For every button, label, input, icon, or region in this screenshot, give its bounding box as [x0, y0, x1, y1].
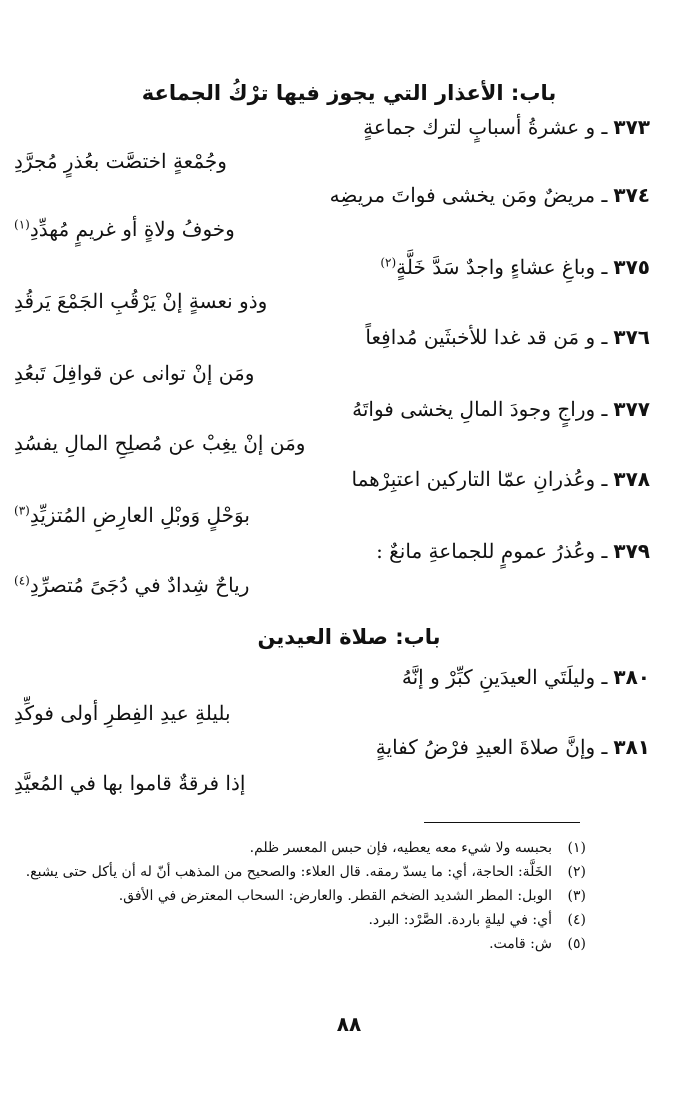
section-heading-text: باب: صلاة العيدين	[257, 625, 441, 649]
verse-second-hemistich	[14, 500, 344, 530]
footnote	[14, 908, 586, 932]
verse-second-hemistich	[14, 358, 344, 388]
verse-first-hemistich	[376, 536, 650, 566]
verse-second-text: بوَحْلٍ وَوبْلِ العارِضِ المُتزيِّدِ	[29, 503, 250, 527]
verse-first-text: ـ وإنَّ صلاةَ العيدِ فرْضُ كفايةٍ	[375, 735, 608, 759]
verse-second-text: ومَن إنْ توانى عن قوافِلَ تَبعُدِ	[14, 361, 255, 385]
verse-first-text: ـ مريضٌ ومَن يخشى فواتَ مريضِه	[329, 183, 608, 207]
verse-first-hemistich	[376, 732, 650, 762]
verse-first-text: ـ وليلَتَي العيدَينِ كبِّرْ و إنَّهُ	[401, 665, 608, 689]
footnote-reference[interactable]: (١)	[14, 217, 30, 232]
verse-second-text: وذو نعسةٍ إنْ يَرْقُبِ الجَمْعَ يَرقُدِ	[14, 289, 268, 313]
verse-first-hemistich	[365, 322, 650, 352]
footnote	[14, 932, 586, 956]
verse-second-hemistich	[14, 146, 344, 176]
footnotes	[14, 836, 586, 956]
footnote-text: أي: في ليلةٍ باردة. الصَّرْد: البرد.	[368, 912, 552, 928]
verse-number: ٣٧٩	[613, 539, 650, 563]
footnote-number: (٣)	[567, 888, 586, 904]
section-heading	[0, 622, 698, 652]
footnote	[14, 836, 586, 860]
verse-second-text: إذا فرقةٌ قاموا بها في المُعيَّدِ	[14, 771, 246, 795]
verse-first-text: ـ و مَن قد غدا للأخبثَين مُدافِعاً	[365, 325, 608, 349]
footnote-text: ش: قامت.	[489, 936, 552, 952]
verse-first-text: ـ وباغِ عشاءٍ واجدٌ سَدَّ خَلَّةٍ	[396, 255, 608, 279]
page-number: ٨٨	[336, 1012, 362, 1036]
verse-first-hemistich	[402, 662, 650, 692]
footnote-number: (٥)	[567, 936, 586, 952]
verse-second-text: رياحٌ شِدادٌ في دُجَىً مُتصرِّدِ	[29, 573, 250, 597]
verse-second-text: ومَن إنْ يغِبْ عن مُصلِحِ المالِ يفسُدِ	[14, 431, 306, 455]
verse-first-hemistich	[352, 394, 650, 424]
footnote-number: (١)	[567, 840, 586, 856]
verse-first-hemistich	[330, 180, 650, 210]
footnote-text: بحبسه ولا شيء معه يعطيه، فإن حبس المعسر ظلم.	[249, 840, 552, 856]
verse-first-text: ـ و عشرةُ أسبابٍ لترك جماعةٍ	[363, 115, 608, 139]
verse-number: ٣٨٠	[613, 665, 650, 689]
verse-number: ٣٨١	[613, 735, 650, 759]
verse-number: ٣٧٨	[613, 467, 650, 491]
footnote-number: (٢)	[567, 864, 586, 880]
verse-first-hemistich	[363, 112, 650, 142]
verse-first-text: ـ وعُذرانِ عمّا التاركين اعتبِرْهما	[351, 467, 608, 491]
verse-second-hemistich	[14, 428, 344, 458]
verse-number: ٣٧٥	[613, 255, 650, 279]
verse-number: ٣٧٤	[613, 183, 650, 207]
section-heading	[0, 78, 698, 108]
footnote-reference[interactable]: (٢)	[380, 255, 397, 270]
verse-first-text: ـ وعُذرُ عمومٍ للجماعةِ مانعٌ :	[376, 539, 608, 563]
verse-second-text: وخوفُ ولاةٍ أو غريمٍ مُهدِّدِ	[29, 217, 235, 241]
verse-first-hemistich	[380, 252, 650, 282]
verse-second-text: بليلةِ عيدِ الفِطرِ أولى فوكِّدِ	[14, 701, 231, 725]
footnote-divider	[424, 822, 580, 823]
section-heading-text: باب: الأعذار التي يجوز فيها ترْكُ الجماعة	[141, 81, 557, 105]
footnote-reference[interactable]: (٤)	[14, 573, 30, 588]
verse-second-text: وجُمْعةٍ اختصَّت بعُذرٍ مُجرَّدِ	[14, 149, 227, 173]
verse-second-hemistich	[14, 214, 344, 244]
verse-second-hemistich	[14, 698, 344, 728]
verse-number: ٣٧٧	[613, 397, 650, 421]
verse-first-hemistich	[351, 464, 650, 494]
footnote-text: الوبل: المطر الشديد الضخم القطر. والعارض: السحاب المعترض في الأفق.	[118, 888, 552, 904]
footnote-text: الخَلَّة: الحاجة، أي: ما يسدّ رمقه. قال العلاء: والصحيح من المذهب أنّ له أن يأكل حتى يشبع.	[25, 864, 552, 880]
verse-number: ٣٧٦	[613, 325, 650, 349]
footnote	[14, 860, 586, 884]
verse-second-hemistich	[14, 768, 344, 798]
verse-first-text: ـ وراجٍ وجودَ المالِ يخشى فواتَهُ	[352, 397, 608, 421]
footnote-reference[interactable]: (٣)	[14, 503, 30, 518]
footnote	[14, 884, 586, 908]
verse-number: ٣٧٣	[613, 115, 650, 139]
verse-second-hemistich	[14, 570, 344, 600]
footnote-number: (٤)	[567, 912, 586, 928]
verse-second-hemistich	[14, 286, 344, 316]
